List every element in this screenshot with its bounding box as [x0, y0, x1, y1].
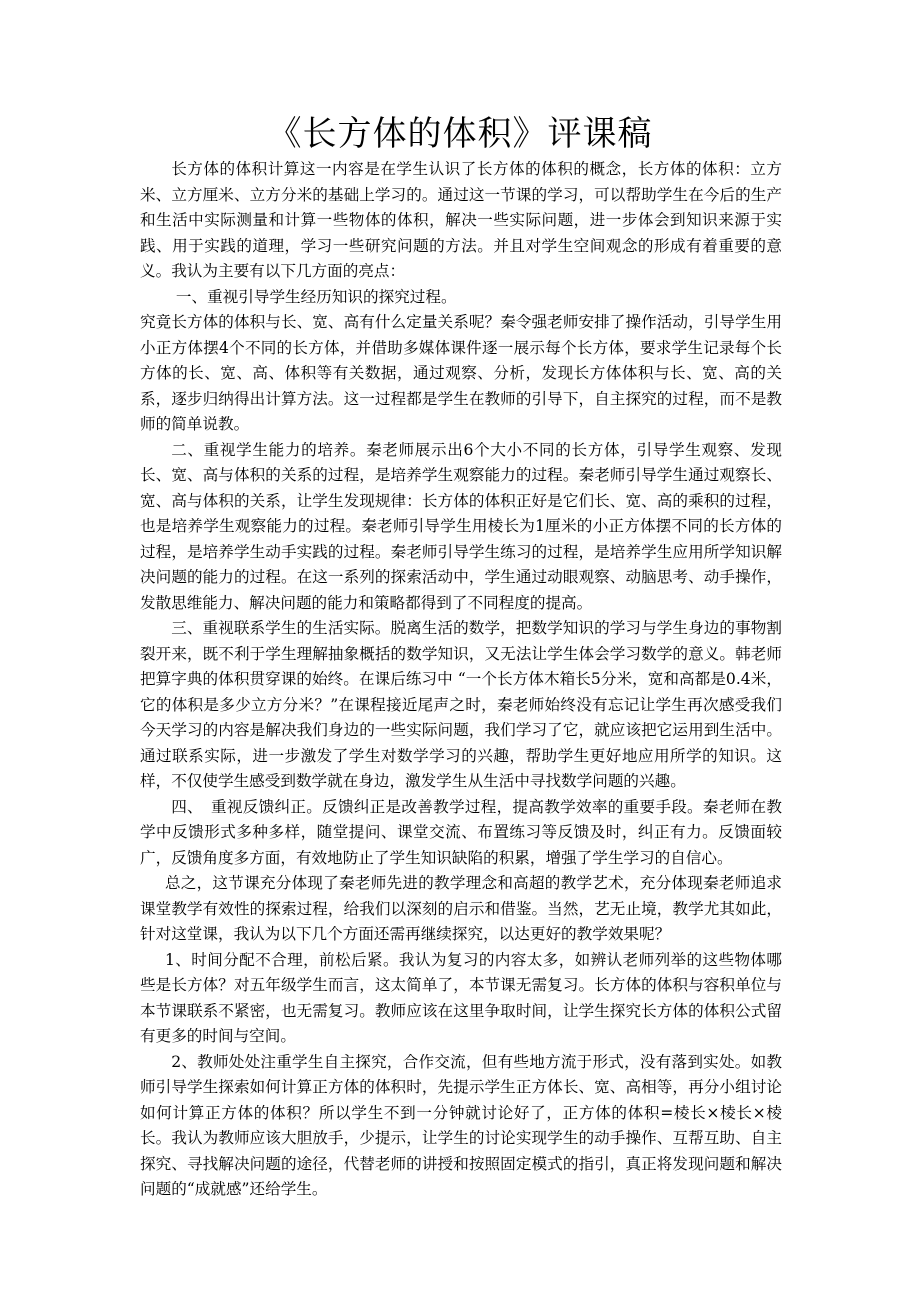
paragraph-intro: 长方体的体积计算这一内容是在学生认识了长方体的体积的概念，长方体的体积：立方米、立方厘米、立方分米的基础上学习的。通过这一节课的学习，可以帮助学生在今后的生产和生活中实际测量和计算一些物体的体积，解决一些实际问题，进一步体会到知识来源于实践、用于实践的道理，学习一些研究问题的方法。并且对学生空间观念的形成有着重要的意义。我认为主要有以下几方面的亮点：	[140, 160, 782, 280]
paragraph-section-4: 四、 重视反馈纠正。反馈纠正是改善教学过程，提高教学效率的重要手段。秦老师在教学中反馈形式多种多样，随堂提问、课堂交流、布置练习等反馈及时，纠正有力。反馈面较广，反馈角度多方面，有效地防止了学生知识缺陷的积累，增强了学生学习的自信心。	[140, 797, 782, 867]
document-body	[140, 157, 782, 1203]
paragraph-suggestion-2: 2、教师处处注重学生自主探究，合作交流，但有些地方流于形式，没有落到实处。如教师引导学生探索如何计算正方体的体积时，先提示学生正方体长、宽、高相等，再分小组讨论如何计算正方体的体积？所以学生不到一分钟就讨论好了，正方体的体积=棱长×棱长×棱长。我认为教师应该大胆放手，少提示，让学生的讨论实现学生的动手操作、互帮互助、自主探究、寻找解决问题的途径，代替老师的讲授和按照固定模式的指引，真正将发现问题和解决问题的“成就感”还给学生。	[140, 1052, 782, 1198]
paragraph-heading-1: 一、重视引导学生经历知识的探究过程。	[175, 287, 457, 306]
paragraph-section-1: 究竟长方体的体积与长、宽、高有什么定量关系呢？秦令强老师安排了操作活动，引导学生用小正方体摆4个不同的长方体，并借助多媒体课件逐一展示每个长方体，要求学生记录每个长方体的长、宽、高、体积等有关数据，通过观察、分析，发现长方体体积与长、宽、高的关系，逐步归纳得出计算方法。这一过程都是学生在教师的引导下，自主探究的过程，而不是教师的简单说教。	[140, 313, 782, 433]
paragraph-summary: 总之，这节课充分体现了秦老师先进的教学理念和高超的教学艺术，充分体现秦老师追求课堂教学有效性的探索过程，给我们以深刻的启示和借鉴。当然，艺无止境，教学尤其如此，针对这堂课，我认为以下几个方面还需再继续探究，以达更好的教学效果呢？	[140, 874, 782, 943]
paragraph-suggestion-1: 1、时间分配不合理，前松后紧。我认为复习的内容太多，如辨认老师列举的这些物体哪些是长方体？对五年级学生而言，这太简单了，本节课无需复习。长方体的体积与容积单位与本节课联系不紧密，也无需复习。教师应该在这里争取时间，让学生探究长方体的体积公式留有更多的时间与空间。	[140, 950, 782, 1045]
document-title: 《长方体的体积》评课稿	[267, 114, 653, 154]
paragraph-section-2: 二、重视学生能力的培养。秦老师展示出6个大小不同的长方体，引导学生观察、发现长、宽、高与体积的关系的过程，是培养学生观察能力的过程。秦老师引导学生通过观察长、宽、高与体积的关系，让学生发现规律：长方体的体积正好是它们长、宽、高的乘积的过程，也是培养学生观察能力的过程。秦老师引导学生用棱长为1厘米的小正方体摆不同的长方体的过程，是培养学生动手实践的过程。秦老师引导学生练习的过程，是培养学生应用所学知识解决问题的能力的过程。在这一系列的探索活动中，学生通过动眼观察、动脑思考、动手操作，发散思维能力、解决问题的能力和策略都得到了不同程度的提高。	[140, 440, 782, 612]
paragraph-section-3: 三、重视联系学生的生活实际。脱离生活的数学，把数学知识的学习与学生身边的事物割裂开来，既不利于学生理解抽象概括的数学知识，又无法让学生体会学习数学的意义。韩老师把算字典的体积贯穿课的始终。在课后练习中 “一个长方体木箱长5分米，宽和高都是0.4米，它的体积是多少立方分米？”在课程接近尾声之时，秦老师始终没有忘记让学生再次感受我们今天学习的内容是解决我们身边的一些实际问题，我们学习了它，就应该把它运用到生活中。通过联系实际，进一步激发了学生对数学学习的兴趣，帮助学生更好地应用所学的知识。这样，不仅使学生感受到数学就在身边，激发学生从生活中寻找数学问题的兴趣。	[140, 619, 782, 790]
